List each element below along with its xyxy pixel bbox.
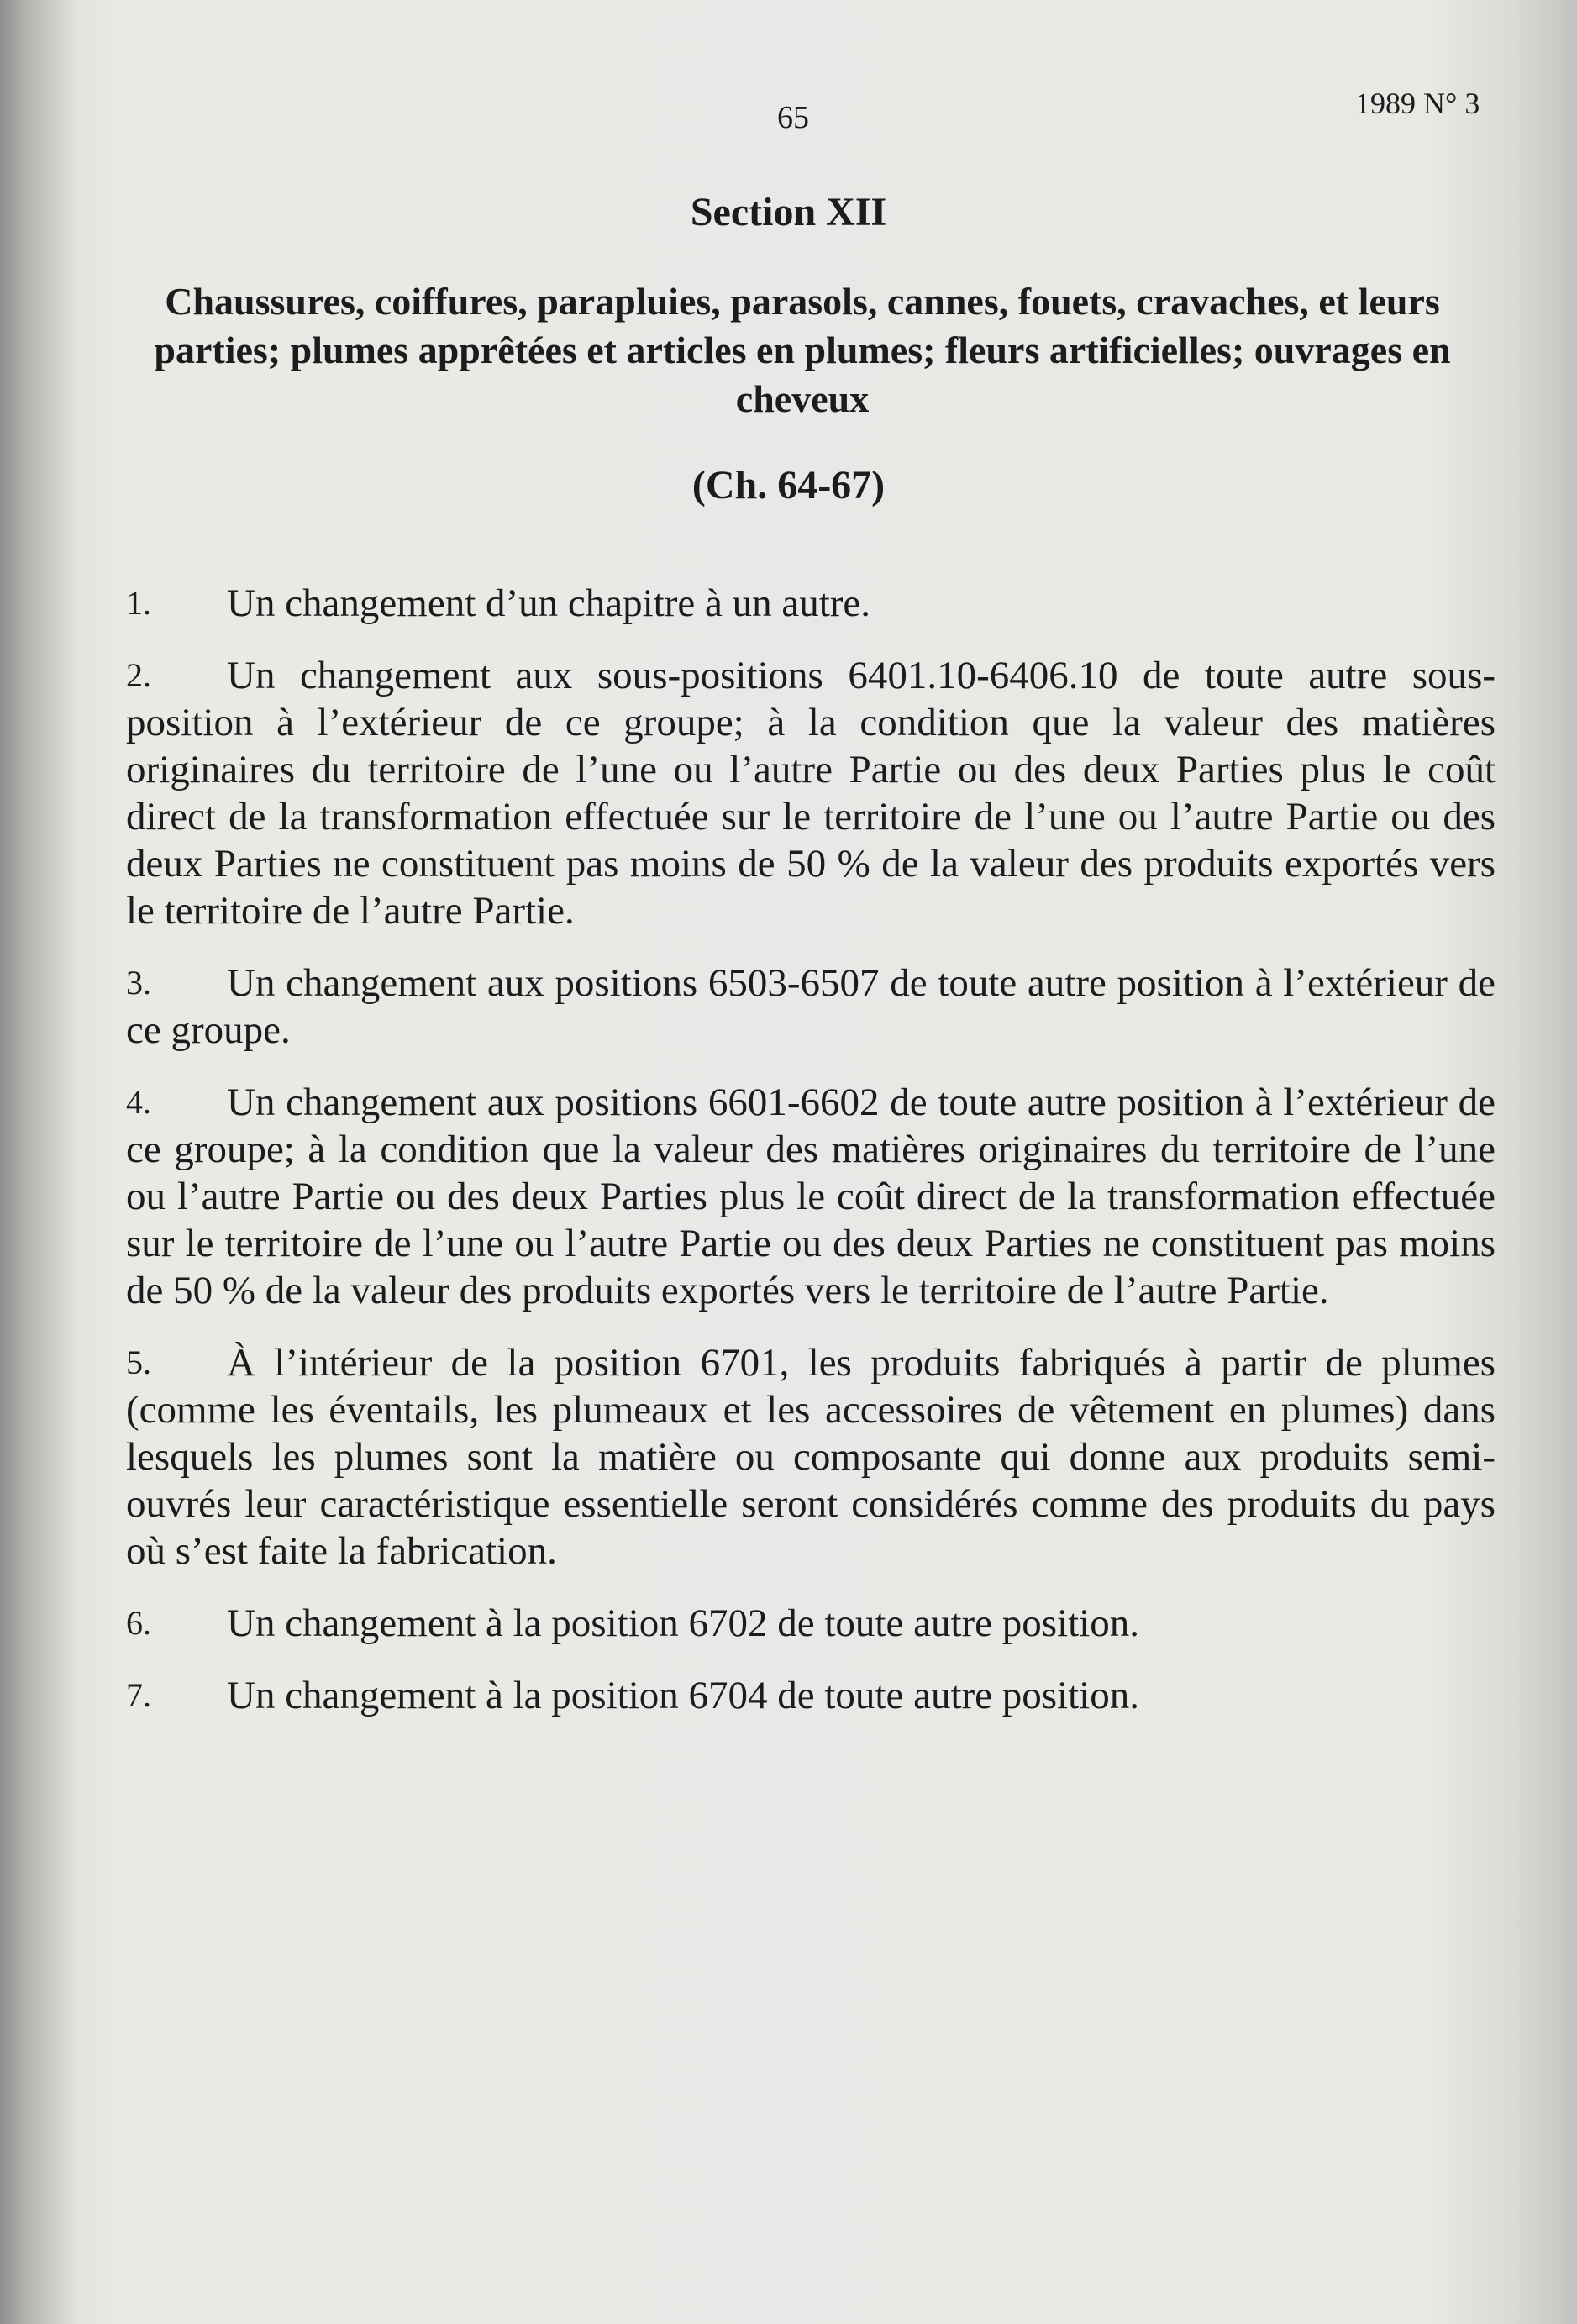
rule-number: 6. bbox=[126, 1604, 151, 1642]
rule-text: Un changement aux sous-positions 6401.10-6406.10 de toute autre sous-position à l’extérieur de ce groupe; à la condition que la valeur des matières originaires du territoire de l’une ou l’autre Partie ou des deux Parties plus le coût direct de la transformation effectuée sur le territoire de l’une ou l’autre Partie ou des deux Parties ne constituent pas moins de 50 % de la valeur des produits exportés vers le territoire de l’autre Partie. bbox=[126, 654, 1496, 933]
rule-item bbox=[126, 960, 1496, 1054]
page-number: 65 bbox=[777, 100, 809, 135]
rule-item bbox=[126, 1672, 1496, 1719]
document-reference: 1989 N° 3 bbox=[1355, 87, 1480, 120]
rule-number: 7. bbox=[126, 1676, 151, 1714]
rule-item bbox=[126, 1079, 1496, 1314]
rules-list bbox=[126, 580, 1496, 1744]
rule-item bbox=[126, 1339, 1496, 1575]
rule-number: 5. bbox=[126, 1343, 151, 1381]
rule-text: Un changement d’un chapitre à un autre. bbox=[227, 581, 871, 625]
section-title: Section XII bbox=[690, 190, 887, 234]
rule-text: Un changement à la position 6704 de toute autre position. bbox=[227, 1674, 1139, 1717]
rule-text: Un changement aux positions 6503-6507 de toute autre position à l’extérieur de ce groupe. bbox=[126, 961, 1496, 1052]
rule-number: 1. bbox=[126, 584, 151, 622]
rule-item bbox=[126, 580, 1496, 627]
rule-number: 4. bbox=[126, 1083, 151, 1121]
rule-number: 2. bbox=[126, 656, 151, 694]
rule-number: 3. bbox=[126, 964, 151, 1002]
rule-text: À l’intérieur de la position 6701, les produits fabriqués à partir de plumes (comme les éventails, les plumeaux et les accessoires de vêtement en plumes) dans lesquels les plumes sont la matière ou composante qui donne aux produits semi-ouvrés leur caractéristique essentielle seront considérés comme des produits du pays où s’est faite la fabrication. bbox=[126, 1341, 1496, 1573]
chapter-range: (Ch. 64-67) bbox=[691, 463, 886, 507]
rule-text: Un changement à la position 6702 de toute autre position. bbox=[227, 1601, 1139, 1645]
rule-item bbox=[126, 652, 1496, 934]
rule-item bbox=[126, 1600, 1496, 1647]
section-subtitle: Chaussures, coiffures, parapluies, parasols, cannes, fouets, cravaches, et leurs parties; plumes apprêtées et articles en plumes; fleurs artificielles; ouvrages en cheveux bbox=[154, 280, 1451, 420]
rule-text: Un changement aux positions 6601-6602 de toute autre position à l’extérieur de ce groupe; à la condition que la valeur des matières originaires du territoire de l’une ou l’autre Partie ou des deux Parties plus le coût direct de la transformation effectuée sur le territoire de l’une ou l’autre Partie ou des deux Parties ne constituent pas moins de 50 % de la valeur des produits exportés vers le territoire de l’autre Partie. bbox=[126, 1081, 1496, 1312]
